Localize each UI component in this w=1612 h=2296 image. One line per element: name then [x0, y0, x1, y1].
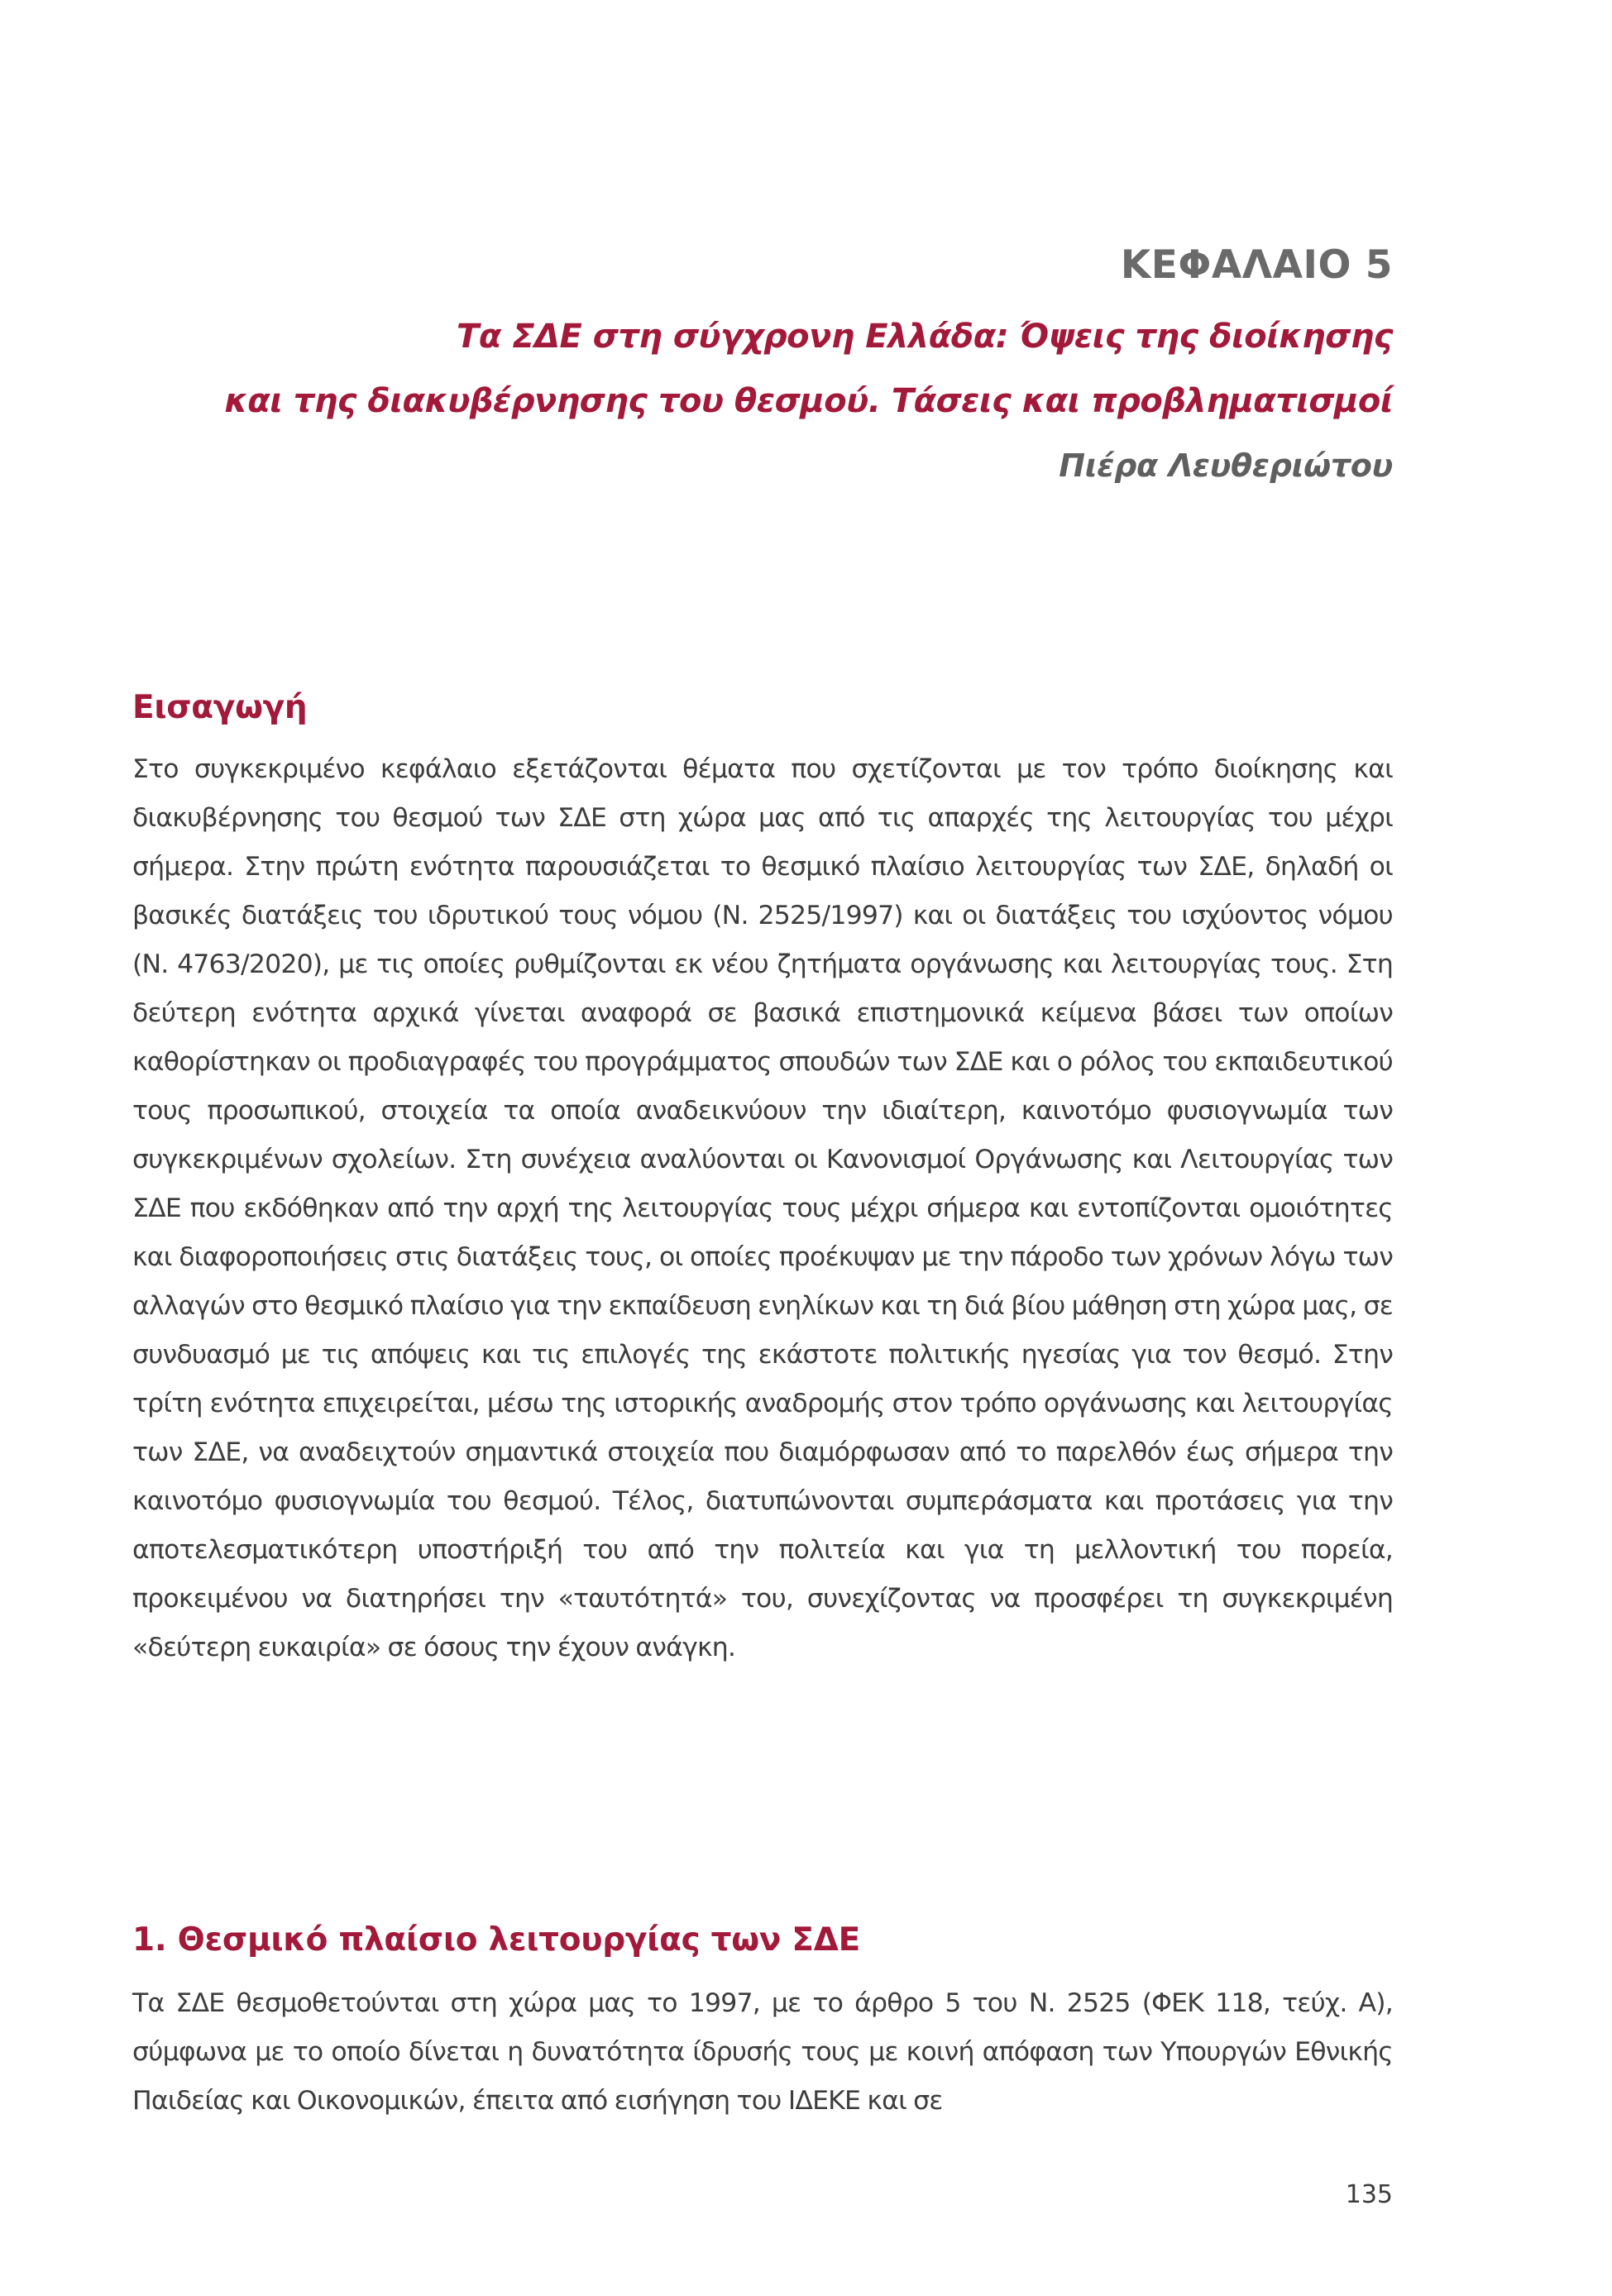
chapter-title-line-1: Τα ΣΔΕ στη σύγχρονη Ελλάδα: Όψεις της διοίκησης: [457, 318, 1393, 356]
section-1-body: [132, 1979, 1393, 2126]
introduction-body: [132, 745, 1393, 1672]
introduction-heading: Εισαγωγή: [132, 689, 308, 726]
chapter-title-line-2: και της διακυβέρνησης του θεσμού. Τάσεις και προβληματισμοί: [224, 382, 1393, 420]
section-1-heading: 1. Θεσμικό πλαίσιο λειτουργίας των ΣΔΕ: [132, 1921, 860, 1959]
chapter-header: [132, 237, 1393, 498]
introduction-paragraph: Στο συγκεκριμένο κεφάλαιο εξετάζονται θέματα που σχετίζονται με τον τρόπο διοίκησης και διακυβέρνησης του θεσμού των ΣΔΕ στη χώρα μας από τις απαρχές της λειτουργίας του μέχρι σήμερα. Στην πρώτη ενότητα παρουσιάζεται το θεσμικό πλαίσιο λειτουργίας των ΣΔΕ, δηλαδή οι βασικές διατάξεις του ιδρυτικού τους νόμου (Ν. 2525/1997) και οι διατάξεις του ισχύοντος νόμου (Ν. 4763/2020), με τις οποίες ρυθμίζονται εκ νέου ζητήματα οργάνωσης και λειτουργίας τους. Στη δεύτερη ενότητα αρχικά γίνεται αναφορά σε βασικά επιστημονικά κείμενα βάσει των οποίων καθορίστηκαν οι προδιαγραφές του προγράμματος σπουδών των ΣΔΕ και ο ρόλος του εκπαιδευτικού τους προσωπικού, στοιχεία τα οποία αναδεικνύουν την ιδιαίτερη, καινοτόμο φυσιογνωμία των συγκεκριμένων σχολείων. Στη συνέχεια αναλύονται οι Κανονισμοί Οργάνωσης και Λειτουργίας των ΣΔΕ που εκδόθηκαν από την αρχή της λειτουργίας τους μέχρι σήμερα και εντοπίζονται ομοιότητες και διαφοροποιήσεις στις διατάξεις τους, οι οποίες προέκυψαν με την πάροδο των χρόνων λόγω των αλλαγών στο θεσμικό πλαίσιο για την εκπαίδευση ενηλίκων και τη διά βίου μάθηση στη χώρα μας, σε συνδυασμό με τις απόψεις και τις επιλογές της εκάστοτε πολιτικής ηγεσίας για τον θεσμό. Στην τρίτη ενότητα επιχειρείται, μέσω της ιστορικής αναδρομής στον τρόπο οργάνωσης και λειτουργίας των ΣΔΕ, να αναδειχτούν σημαντικά στοιχεία που διαμόρφωσαν από το παρελθόν έως σήμερα την καινοτόμο φυσιογνωμία του θεσμού. Τέλος, διατυπώνονται συμπεράσματα και προτάσεις για την αποτελεσματικότερη υποστήριξή του από την πολιτεία και για τη μελλοντική του πορεία, προκειμένου να διατηρήσει την «ταυτότητά» του, συνεχίζοντας να προσφέρει τη συγκεκριμένη «δεύτερη ευκαιρία» σε όσους την έχουν ανάγκη.: [132, 754, 1393, 1662]
author-name: Πιέρα Λευθεριώτου: [1059, 447, 1393, 484]
section-1-paragraph: Τα ΣΔΕ θεσμοθετούνται στη χώρα μας το 1997, με το άρθρο 5 του Ν. 2525 (ΦΕΚ 118, τεύχ. Α), σύμφωνα με το οποίο δίνεται η δυνατότητα ίδρυσής τους με κοινή απόφαση των Υπουργών Εθνικής Παιδείας και Οικονομικών, έπειτα από εισήγηση του ΙΔΕΚΕ και σε: [132, 1988, 1393, 2116]
page-number: 135: [1345, 2180, 1393, 2209]
chapter-label: ΚΕΦΑΛΑΙΟ 5: [1120, 242, 1393, 288]
chapter-title: [132, 304, 1393, 433]
